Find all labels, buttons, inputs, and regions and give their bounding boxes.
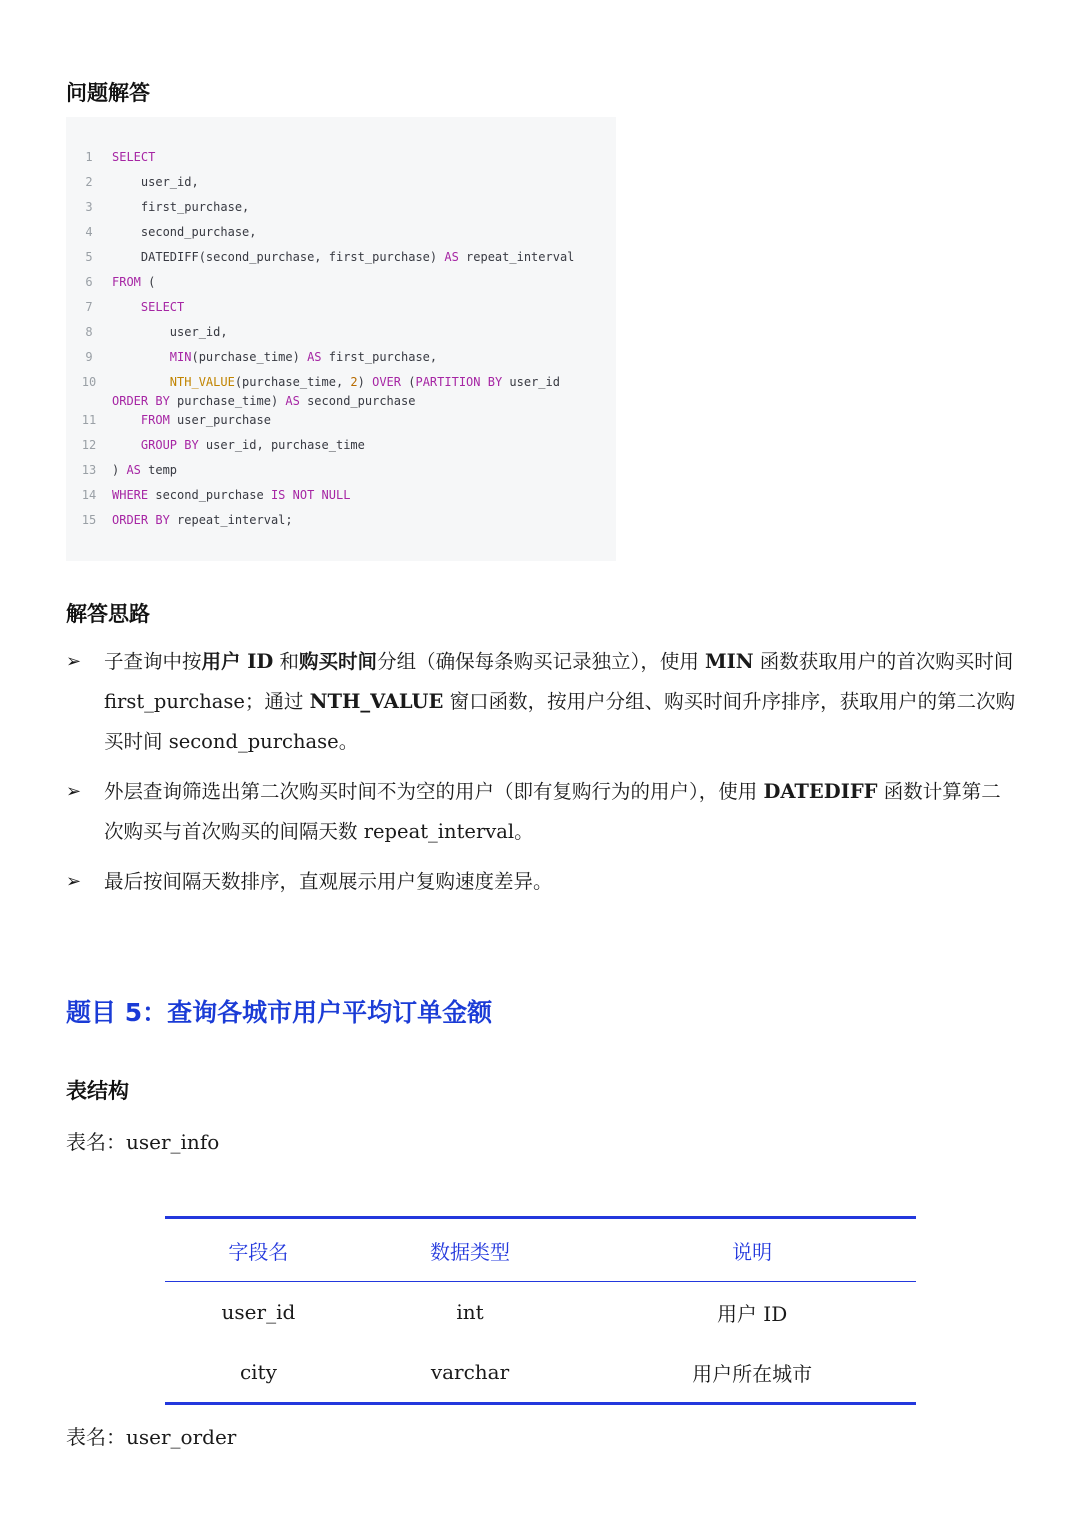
- code-text: [112, 223, 602, 248]
- header-field-name: 字段名: [165, 1218, 352, 1282]
- list-item: [66, 862, 1016, 902]
- code-text: [112, 323, 602, 348]
- code-text: [112, 436, 602, 461]
- table-row: [165, 1342, 916, 1404]
- code-token: [112, 413, 141, 427]
- code-token: [112, 438, 141, 452]
- list-item: [66, 642, 1016, 762]
- code-kw-token: MIN: [169, 350, 192, 364]
- line-number: 5: [85, 250, 93, 264]
- text-run: 最后按间隔天数排序，直观展示用户复购速度差异。: [104, 870, 553, 893]
- line-number: 15: [81, 513, 97, 527]
- cell-desc: 用户 ID: [716, 1301, 788, 1326]
- code-line: [66, 323, 616, 348]
- table-name-user-order: 表名：user_order: [66, 1425, 237, 1449]
- arrow-bullet-icon: ➢: [66, 651, 82, 672]
- code-line: [66, 223, 616, 248]
- cell-desc: 用户所在城市: [588, 1342, 916, 1404]
- code-line: [66, 198, 616, 223]
- text-run: 和: [273, 650, 300, 673]
- list-item: [66, 772, 1016, 852]
- code-token: DATEDIFF(second_purchase, first_purchase): [112, 250, 445, 264]
- header-description: 说明: [588, 1218, 916, 1282]
- code-token: user_id, purchase_time: [198, 438, 365, 452]
- code-text: [112, 411, 602, 436]
- code-token: ): [112, 463, 127, 477]
- code-token: user_id,: [112, 175, 199, 189]
- cell-field: city: [165, 1342, 352, 1404]
- code-kw-token: SELECT: [140, 300, 185, 314]
- code-token: user_id: [509, 375, 560, 389]
- section-heading-structure: 表结构: [66, 1079, 129, 1103]
- code-token: [112, 375, 170, 389]
- code-text: [112, 511, 602, 536]
- code-kw-token: IS NOT NULL: [270, 488, 351, 502]
- code-kw-token: FROM: [140, 413, 170, 427]
- header-data-type: 数据类型: [352, 1218, 588, 1282]
- code-kw-token: AS: [285, 394, 300, 408]
- code-kw-token: WHERE: [112, 488, 149, 502]
- line-number: 11: [81, 413, 97, 427]
- text-run: 函数获取用户的首次购买时间 first_purchase；通过: [104, 650, 1014, 713]
- code-kw-token: SELECT: [112, 150, 156, 164]
- code-kw-token: GROUP BY: [140, 438, 199, 452]
- arrow-bullet-icon: ➢: [66, 781, 82, 802]
- bullet-list: [66, 642, 1016, 912]
- code-line: [66, 248, 616, 273]
- code-kw-token: ORDER BY: [112, 513, 170, 527]
- code-token: user_purchase: [169, 413, 271, 427]
- code-text: [112, 298, 602, 323]
- code-line: [66, 348, 616, 373]
- code-kw-token: ORDER BY: [112, 394, 170, 408]
- code-text: [112, 348, 602, 373]
- code-token: repeat_interval;: [169, 513, 293, 527]
- code-token: second_purchase,: [112, 225, 257, 239]
- code-token: (purchase_time,: [234, 375, 351, 389]
- code-kw-token: OVER: [372, 375, 402, 389]
- cell-type: int: [456, 1300, 484, 1324]
- code-text: [112, 148, 602, 173]
- code-token: second_purchase: [148, 488, 271, 502]
- code-token: repeat_interval: [458, 250, 575, 264]
- line-number: 13: [81, 463, 97, 477]
- line-number: 1: [85, 150, 93, 164]
- code-token: temp: [140, 463, 178, 477]
- code-kw-token: AS: [444, 250, 459, 264]
- code-token: second_purchase: [299, 394, 416, 408]
- code-text: [112, 486, 602, 511]
- line-number: 7: [85, 300, 93, 314]
- code-kw-token: AS: [307, 350, 322, 364]
- table-header-row: [165, 1218, 916, 1282]
- section-heading-idea: 解答思路: [66, 602, 150, 626]
- text-run: 分组（确保每条购买记录独立），使用: [377, 650, 706, 673]
- code-token: user_id,: [112, 325, 228, 339]
- line-number: 4: [85, 225, 93, 239]
- code-token: (: [401, 375, 416, 389]
- code-token: [112, 300, 141, 314]
- line-number: 2: [85, 175, 93, 189]
- line-number: 8: [85, 325, 93, 339]
- section-heading-answer: 问题解答: [66, 81, 150, 105]
- line-number: 10: [81, 375, 97, 389]
- line-number: 6: [85, 275, 93, 289]
- line-number: 9: [85, 350, 93, 364]
- code-kw-token: PARTITION BY: [415, 375, 503, 389]
- code-line: [66, 486, 616, 511]
- bold-term: 购买时间: [299, 650, 378, 673]
- code-token: [112, 350, 170, 364]
- text-run: 函数计算第二次购买与首次购买的间隔天数 repeat_interval。: [104, 780, 1001, 843]
- code-kw-token: AS: [126, 463, 141, 477]
- bold-term: 用户 ID: [201, 650, 274, 673]
- code-token: (purchase_time): [191, 350, 308, 364]
- arrow-bullet-icon: ➢: [66, 871, 82, 892]
- code-line: [66, 436, 616, 461]
- table-row: [165, 1282, 916, 1343]
- code-text: [112, 273, 602, 298]
- code-text: [112, 173, 602, 198]
- code-fn-token: NTH_VALUE: [169, 375, 235, 389]
- text-run: 窗口函数，按用户分组、购买时间升序排序，获取用户的第二次购买时间 second_purchase。: [104, 690, 1016, 753]
- cell-type: varchar: [352, 1342, 588, 1404]
- code-line: [66, 373, 616, 411]
- bold-term: DATEDIFF: [763, 780, 878, 803]
- code-line: [66, 173, 616, 198]
- code-text: [112, 373, 602, 411]
- text-run: 外层查询筛选出第二次购买时间不为空的用户（即有复购行为的用户），使用: [104, 780, 764, 803]
- code-token: (: [140, 275, 156, 289]
- line-number: 3: [85, 200, 93, 214]
- code-line: [66, 148, 616, 173]
- line-number: 14: [81, 488, 97, 502]
- code-token: first_purchase,: [321, 350, 438, 364]
- question-title: 题目 5：查询各城市用户平均订单金额: [66, 998, 493, 1027]
- text-run: 子查询中按: [104, 650, 202, 673]
- code-line: [66, 461, 616, 486]
- bold-term: NTH_VALUE: [309, 690, 444, 713]
- code-nm-token: 2: [350, 375, 358, 389]
- code-token: first_purchase,: [112, 200, 250, 214]
- code-line: [66, 411, 616, 436]
- code-block: [66, 117, 616, 561]
- code-line: [66, 273, 616, 298]
- code-text: [112, 198, 602, 223]
- schema-table: [165, 1216, 916, 1405]
- line-number: 12: [81, 438, 97, 452]
- code-line: [66, 511, 616, 536]
- cell-field: user_id: [221, 1300, 296, 1324]
- bold-term: MIN: [705, 650, 754, 673]
- code-kw-token: FROM: [112, 275, 141, 289]
- code-token: ): [357, 375, 373, 389]
- code-token: purchase_time): [169, 394, 286, 408]
- table-name-user-info: 表名：user_info: [66, 1130, 220, 1154]
- code-text: [112, 248, 602, 273]
- code-text: [112, 461, 602, 486]
- code-line: [66, 298, 616, 323]
